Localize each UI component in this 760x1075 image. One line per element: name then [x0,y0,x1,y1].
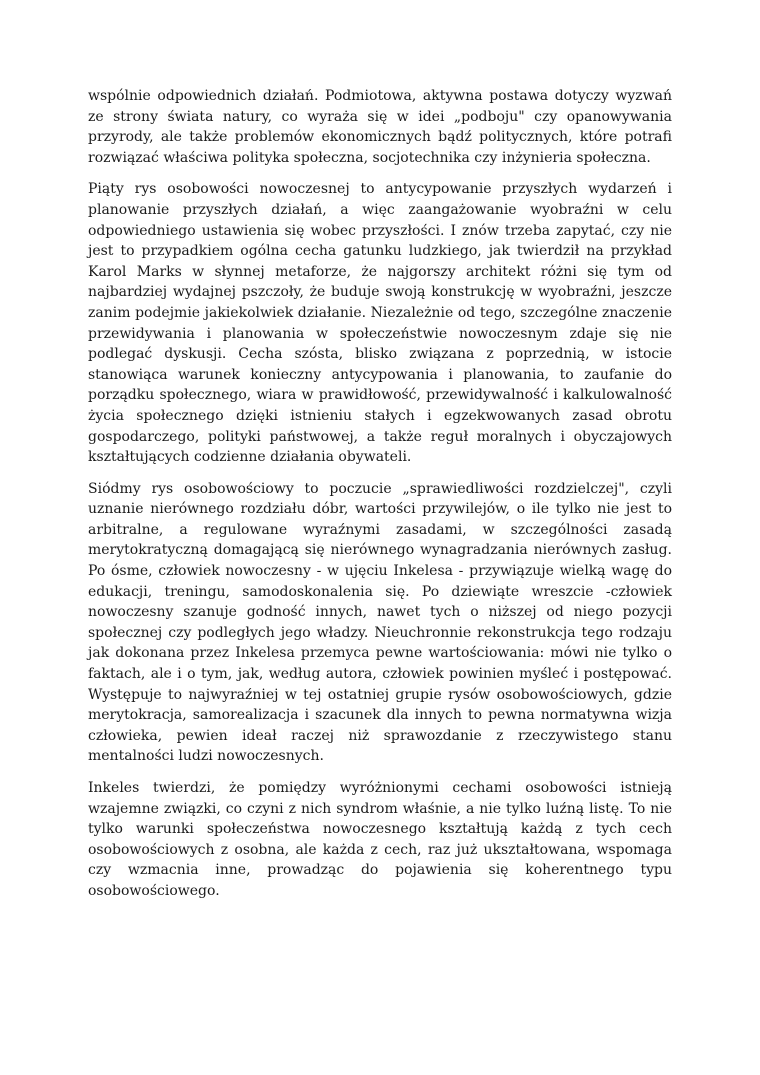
paragraph-2: Piąty rys osobowości nowoczesnej to antycypowanie przyszłych wydarzeń i planowanie przyszłych działań, a więc zaangażowanie wyobraźni w celu odpowiedniego ustawienia się wobec przyszłości. I znów trzeba zapytać, czy nie jest to przypadkiem ogólna cecha gatunku ludzkiego, jak twierdził na przykład Karol Marks w słynnej metaforze, że najgorszy architekt różni się tym od najbardziej wydajnej pszczoły, że buduje swoją konstrukcję w wyobraźni, jeszcze zanim podejmie jakiekolwiek działanie. Niezależnie od tego, szczególne znaczenie przewidywania i planowania w społeczeństwie nowoczesnym zdaje się nie podlegać dyskusji. Cecha szósta, blisko związana z poprzednią, w istocie stanowiąca warunek konieczny antycypowania i planowania, to zaufanie do porządku społecznego, wiara w prawidłowość, przewidywalność i kalkulowalność życia społecznego dzięki istnieniu stałych i egzekwowanych zasad obrotu gospodarczego, polityki państwowej, a także reguł moralnych i obyczajowych kształtujących codzienne działania obywateli. [88,181,672,466]
document-body [88,86,672,913]
paragraph-3: Siódmy rys osobowościowy to poczucie „sprawiedliwości rozdzielczej", czyli uznanie nierównego rozdziału dóbr, wartości przywilejów, o ile tylko nie jest to arbitralne, a regulowane wyraźnymi zasadami, w szczególności zasadą merytokratyczną domagającą się nierównego wynagradzania nierównych zasług. Po ósme, człowiek nowoczesny - w ujęciu Inkelesa - przywiązuje wielką wagę do edukacji, treningu, samodoskonalenia się. Po dziewiąte wreszcie -człowiek nowoczesny szanuje godność innych, nawet tych o niższej od niego pozycji społecznej czy podległych jego władzy. Nieuchronnie rekonstrukcja tego rodzaju jak dokonana przez Inkelesa przemyca pewne wartościowania: mówi nie tylko o faktach, ale i o tym, jak, według autora, człowiek powinien myśleć i postępować. Występuje to najwyraźniej w tej ostatniej grupie rysów osobowościowych, gdzie merytokracja, samorealizacja i szacunek dla innych to pewna normatywna wizja człowieka, pewien ideał raczej niż sprawozdanie z rzeczywistego stanu mentalności ludzi nowoczesnych. [88,480,672,765]
paragraph-1: wspólnie odpowiednich działań. Podmiotowa, aktywna postawa dotyczy wyzwań ze strony świata natury, co wyraża się w idei „podboju" czy opanowywania przyrody, ale także problemów ekonomicznych bądź politycznych, które potrafi rozwiązać właściwa polityka społeczna, socjotechnika czy inżynieria społeczna. [88,88,672,166]
paragraph-4: Inkeles twierdzi, że pomiędzy wyróżnionymi cechami osobowości istnieją wzajemne związki, co czyni z nich syndrom właśnie, a nie tylko luźną listę. To nie tylko warunki społeczeństwa nowoczesnego kształtują każdą z tych cech osobowościowych z osobna, ale każda z cech, raz już ukształtowana, wspomaga czy wzmacnia inne, prowadząc do pojawienia się koherentnego typu osobowościowego. [88,780,672,899]
